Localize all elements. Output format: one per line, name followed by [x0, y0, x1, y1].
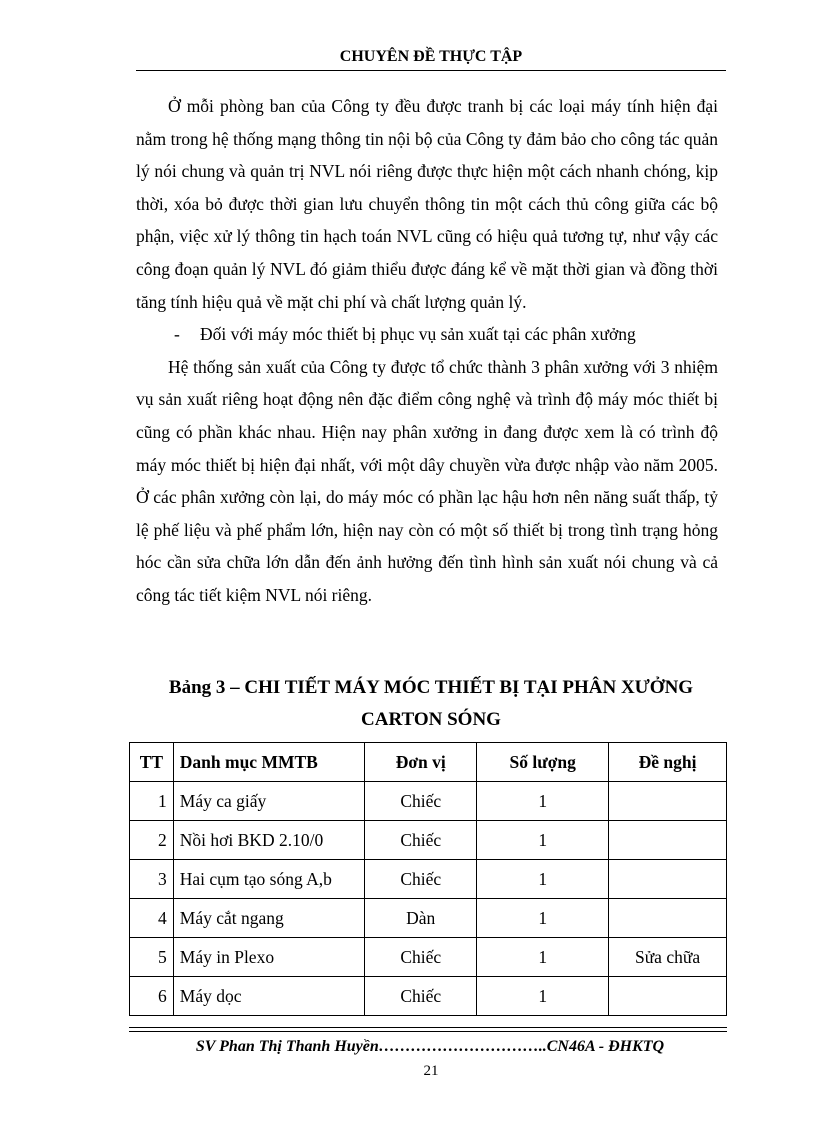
paragraph: Hệ thống sản xuất của Công ty được tổ chức thành 3 phân xưởng với 3 nhiệm vụ sản xuất riêng hoạt động nên đặc điểm công nghệ và trình độ máy móc thiết bị cũng có phần khác nhau. Hiện nay phân xưởng in đang được xem là có trình độ máy móc thiết bị hiện đại nhất, với một dây chuyền vừa được nhập vào năm 2005. Ở các phân xưởng còn lại, do máy móc có phần lạc hậu hơn nên năng suất thấp, tỷ lệ phế liệu và phế phẩm lớn, hiện nay còn có một số thiết bị trong tình trạng hỏng hóc cần sửa chữa lớn dẫn đến ảnh hưởng đến tình hình sản xuất nói chung và cả công tác tiết kiệm NVL nói riêng. [136, 356, 718, 605]
cell-qty: 1 [477, 821, 609, 860]
table-row [130, 821, 727, 860]
cell-qty: 1 [477, 938, 609, 977]
cell-tt: 1 [130, 782, 174, 821]
table-row [130, 938, 727, 977]
header-unit: Đơn vị [365, 743, 477, 782]
bullet-text: Đối với máy móc thiết bị phục vụ sản xuất tại các phân xưởng [200, 324, 636, 345]
cell-unit: Chiếc [365, 821, 477, 860]
cell-qty: 1 [477, 977, 609, 1016]
cell-tt: 5 [130, 938, 174, 977]
body-text [136, 90, 718, 612]
cell-name: Máy cắt ngang [173, 899, 364, 938]
table-row [130, 860, 727, 899]
cell-note [609, 977, 727, 1016]
cell-unit: Chiếc [365, 977, 477, 1016]
table-title-line-1: Bảng 3 – CHI TIẾT MÁY MÓC THIẾT BỊ TẠI PHÂN XƯỞNG [168, 677, 694, 698]
cell-name: Máy dọc [173, 977, 364, 1016]
cell-qty: 1 [477, 860, 609, 899]
cell-note [609, 821, 727, 860]
table-title-line-2: CARTON SÓNG [361, 709, 501, 730]
header-qty: Số lượng [477, 743, 609, 782]
cell-note [609, 899, 727, 938]
cell-note [609, 860, 727, 899]
bullet-item [136, 318, 718, 351]
header-note: Đề nghị [609, 743, 727, 782]
page-header-title: CHUYÊN ĐỀ THỰC TẬP [339, 48, 523, 65]
cell-unit: Chiếc [365, 938, 477, 977]
paragraph: Ở mỗi phòng ban của Công ty đều được tranh bị các loại máy tính hiện đại nằm trong hệ thống mạng thông tin nội bộ của Công ty đảm bảo cho công tác quản lý nói chung và quản trị NVL nói riêng được thực hiện một cách nhanh chóng, kịp thời, xóa bỏ được thời gian lưu chuyển thông tin một cách thủ công giữa các bộ phận, việc xử lý thông tin hạch toán NVL cũng có hiệu quả tương tự, như vậy các công đoạn quản lý NVL đó giảm thiểu được đáng kể về mặt thời gian và đồng thời tăng tính hiệu quả về mặt chi phí và chất lượng quản lý. [136, 96, 718, 312]
cell-tt: 6 [130, 977, 174, 1016]
table-row [130, 977, 727, 1016]
cell-qty: 1 [477, 782, 609, 821]
cell-name: Hai cụm tạo sóng A,b [173, 860, 364, 899]
table-row [130, 899, 727, 938]
cell-name: Máy in Plexo [173, 938, 364, 977]
header-tt: TT [130, 743, 174, 782]
cell-tt: 3 [130, 860, 174, 899]
cell-note [609, 782, 727, 821]
cell-unit: Chiếc [365, 782, 477, 821]
cell-tt: 4 [130, 899, 174, 938]
cell-unit: Chiếc [365, 860, 477, 899]
cell-unit: Dàn [365, 899, 477, 938]
cell-tt: 2 [130, 821, 174, 860]
header-name: Danh mục MMTB [173, 743, 364, 782]
table-row [130, 782, 727, 821]
header-rule [136, 70, 726, 71]
footer-author-line: SV Phan Thị Thanh Huyền…………………………..CN46A - ĐHKTQ [195, 1038, 665, 1055]
cell-note: Sửa chữa [609, 938, 727, 977]
footer-rule-bottom [129, 1031, 727, 1032]
cell-name: Máy ca giấy [173, 782, 364, 821]
equipment-table [129, 742, 727, 1016]
table-header-row [130, 743, 727, 782]
cell-name: Nồi hơi BKD 2.10/0 [173, 821, 364, 860]
cell-qty: 1 [477, 899, 609, 938]
table-title [136, 672, 726, 736]
bullet-dash: - [174, 324, 180, 345]
footer-rule-top [129, 1027, 727, 1028]
page-number: 21 [423, 1063, 439, 1079]
